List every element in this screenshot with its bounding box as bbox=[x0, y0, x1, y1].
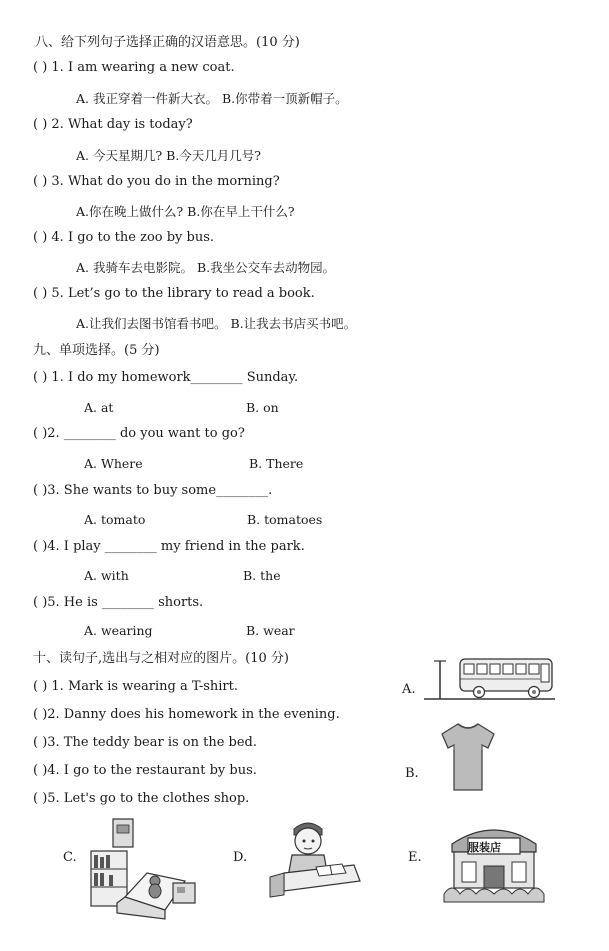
teddy-bear-on-bed-picture bbox=[85, 815, 200, 925]
shop-sign-text: 服装店 bbox=[468, 841, 501, 854]
s9-question-1: ( ) 1. I do my homework________ Sunday. bbox=[33, 370, 299, 385]
section-8-heading: 八、给下列句子选择正确的汉语意思。(10 分) bbox=[35, 35, 300, 50]
s10-question-4: ( )4. I go to the restaurant by bus. bbox=[33, 763, 257, 778]
clothes-shop-picture bbox=[438, 822, 550, 904]
s10-question-1: ( ) 1. Mark is wearing a T-shirt. bbox=[33, 679, 239, 694]
s8-question-1: ( ) 1. I am wearing a new coat. bbox=[33, 60, 235, 75]
s10-question-3: ( )3. The teddy bear is on the bed. bbox=[33, 735, 258, 750]
s8-question-2: ( ) 2. What day is today? bbox=[33, 117, 193, 132]
s9-option-b-5: B. wear bbox=[246, 623, 295, 638]
s8-options-1: A. 我正穿着一件新大衣。 B.你带着一顶新帽子。 bbox=[76, 91, 348, 106]
picture-label-b: B. bbox=[405, 766, 419, 781]
s9-option-b-2: B. There bbox=[249, 456, 304, 471]
picture-label-c: C. bbox=[63, 850, 77, 865]
boy-doing-homework-picture bbox=[264, 815, 364, 900]
picture-label-a: A. bbox=[402, 682, 416, 697]
s8-question-5: ( ) 5. Let’s go to the library to read a book. bbox=[33, 286, 315, 301]
s9-option-a-2: A. Where bbox=[84, 456, 143, 471]
s9-option-a-3: A. tomato bbox=[84, 512, 146, 527]
section-9-heading: 九、单项选择。(5 分) bbox=[33, 343, 160, 358]
s9-question-4: ( )4. I play ________ my friend in the park. bbox=[33, 539, 305, 554]
s9-option-b-3: B. tomatoes bbox=[247, 512, 323, 527]
s9-question-2: ( )2. ________ do you want to go? bbox=[33, 426, 245, 441]
s8-question-3: ( ) 3. What do you do in the morning? bbox=[33, 174, 280, 189]
picture-label-d: D. bbox=[233, 850, 248, 865]
s9-option-b-1: B. on bbox=[246, 400, 279, 415]
s10-question-5: ( )5. Let's go to the clothes shop. bbox=[33, 791, 250, 806]
s9-option-a-1: A. at bbox=[84, 400, 114, 415]
s9-option-b-4: B. the bbox=[243, 568, 281, 583]
t-shirt-picture bbox=[438, 720, 498, 794]
s8-options-5: A.让我们去图书馆看书吧。 B.让我去书店买书吧。 bbox=[76, 316, 357, 331]
s9-question-3: ( )3. She wants to buy some________. bbox=[33, 483, 273, 498]
section-10-heading: 十、读句子,选出与之相对应的图片。(10 分) bbox=[33, 651, 289, 666]
picture-label-e: E. bbox=[408, 850, 422, 865]
bus-picture bbox=[422, 655, 557, 705]
s9-option-a-4: A. with bbox=[84, 568, 129, 583]
s9-question-5: ( )5. He is ________ shorts. bbox=[33, 595, 204, 610]
s8-question-4: ( ) 4. I go to the zoo by bus. bbox=[33, 230, 215, 245]
s9-option-a-5: A. wearing bbox=[84, 623, 153, 638]
s8-options-3: A.你在晚上做什么? B.你在早上干什么? bbox=[76, 204, 295, 219]
s10-question-2: ( )2. Danny does his homework in the evening. bbox=[33, 707, 340, 722]
s8-options-2: A. 今天星期几? B.今天几月几号? bbox=[76, 148, 262, 163]
s8-options-4: A. 我骑车去电影院。 B.我坐公交车去动物园。 bbox=[76, 260, 336, 275]
